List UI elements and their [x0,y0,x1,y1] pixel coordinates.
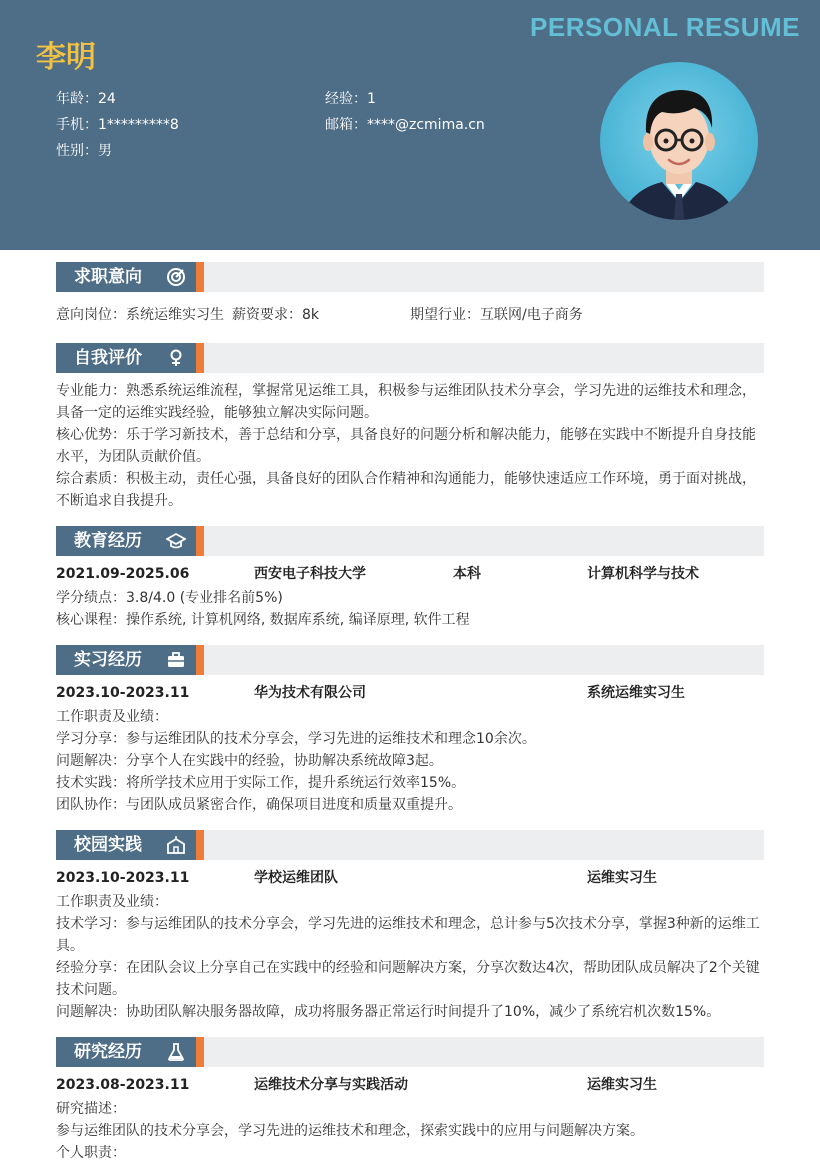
text-line: 经验分享：在团队会议上分享自己在实践中的经验和问题解决方案，分享次数达4次，帮助团队成员解决了2个关键 [56,960,760,976]
internship-text [56,706,766,816]
text-line: 问题解决：协助团队解决服务器故障，成功将服务器正常运行时间提升了10%，减少了系统宕机次数15%。 [56,1004,721,1020]
text-line: 综合素质：积极主动，责任心强，具备良好的团队合作精神和沟通能力，能够快速适应工作环境，勇于面对挑战， [56,471,756,487]
school-building-icon [166,835,186,855]
intent-position: 意向岗位：系统运维实习生 [56,307,224,323]
section-research [56,1037,764,1067]
candidate-name: 李明 [36,40,96,75]
text-line: 团队协作：与团队成员紧密合作，确保项目进度和质量双重提升。 [56,797,462,813]
text-line: 水平，为团队贡献价值。 [56,449,210,465]
self-eval-text [56,380,766,512]
research-row [56,1074,766,1096]
text-line: 专业能力：熟悉系统运维流程，掌握常见运维工具，积极参与运维团队技术分享会，学习先进的运维技术和理念， [56,383,756,399]
text-line: 具备一定的运维实践经验，能够独立解决实际问题。 [56,405,378,421]
text-line: 学习分享：参与运维团队的技术分享会，学习先进的运维技术和理念10余次。 [56,731,536,747]
research-date: 2023.08-2023.11 [56,1077,190,1093]
education-degree: 本科 [453,566,481,582]
avatar [600,62,758,220]
section-accent [196,1037,204,1067]
resume-header [0,0,820,250]
section-education [56,526,764,556]
section-internship [56,645,764,675]
section-title: 求职意向 [56,262,196,292]
section-accent [196,262,204,292]
age-field: 年龄：24 [56,91,116,107]
graduation-cap-icon [166,531,186,551]
section-accent [196,343,204,373]
experience-field: 经验：1 [325,91,376,107]
education-date: 2021.09-2025.06 [56,566,190,582]
text-line: 不断追求自我提升。 [56,493,182,509]
basic-info-left [56,86,179,164]
section-accent [196,526,204,556]
intent-industry: 期望行业：互联网/电子商务 [410,307,583,323]
target-icon [166,267,186,287]
section-campus [56,830,764,860]
section-accent [196,830,204,860]
research-role: 运维实习生 [587,1077,657,1093]
section-title: 校园实践 [56,830,196,860]
text-line: 技术问题。 [56,982,126,998]
education-text [56,587,766,631]
gender-field: 性别：男 [56,143,112,159]
flask-icon [166,1042,186,1062]
basic-info-right [325,86,485,138]
campus-org: 学校运维团队 [254,870,338,886]
phone-field: 手机：1*********8 [56,117,179,133]
text-line: 技术学习：参与运维团队的技术分享会，学习先进的运维技术和理念，总计参与5次技术分享，掌握3种新的运维工 [56,916,760,932]
internship-row [56,682,766,704]
text-line: 具。 [56,938,84,954]
person-icon [166,348,186,368]
section-title: 研究经历 [56,1037,196,1067]
education-major: 计算机科学与技术 [587,566,699,582]
internship-role: 系统运维实习生 [587,685,685,701]
campus-date: 2023.10-2023.11 [56,870,190,886]
text-line: 研究描述： [56,1101,126,1117]
email-field: 邮箱：****@zcmima.cn [325,117,485,133]
intent-salary: 薪资要求：8k [232,307,320,323]
internship-date: 2023.10-2023.11 [56,685,190,701]
section-self-eval [56,343,764,373]
briefcase-icon [166,650,186,670]
text-line: 问题解决：分享个人在实践中的经验，协助解决系统故障3起。 [56,753,443,769]
text-line: 参与运维团队的技术分享会，学习先进的运维技术和理念，探索实践中的应用与问题解决方案。 [56,1123,644,1139]
text-line: 核心课程：操作系统, 计算机网络, 数据库系统, 编译原理, 软件工程 [56,612,470,628]
text-line: 工作职责及业绩： [56,709,168,725]
section-title: 自我评价 [56,343,196,373]
campus-role: 运维实习生 [587,870,657,886]
section-accent [196,645,204,675]
research-project: 运维技术分享与实践活动 [254,1077,408,1093]
text-line: 学分绩点：3.8/4.0 (专业排名前5%) [56,590,283,606]
internship-company: 华为技术有限公司 [254,685,366,701]
resume-tag: PERSONAL RESUME [530,12,800,42]
text-line: 核心优势：乐于学习新技术，善于总结和分享，具备良好的问题分析和解决能力，能够在实践中不断提升自身技能 [56,427,756,443]
section-intent [56,262,764,292]
intent-row [56,304,766,326]
section-title: 实习经历 [56,645,196,675]
text-line: 技术实践：将所学技术应用于实际工作，提升系统运行效率15%。 [56,775,466,791]
campus-row [56,867,766,889]
research-text [56,1098,766,1164]
education-school: 西安电子科技大学 [254,566,366,582]
education-row [56,563,766,585]
section-title: 教育经历 [56,526,196,556]
campus-text [56,891,766,1023]
text-line: 个人职责： [56,1145,126,1161]
text-line: 工作职责及业绩： [56,894,168,910]
